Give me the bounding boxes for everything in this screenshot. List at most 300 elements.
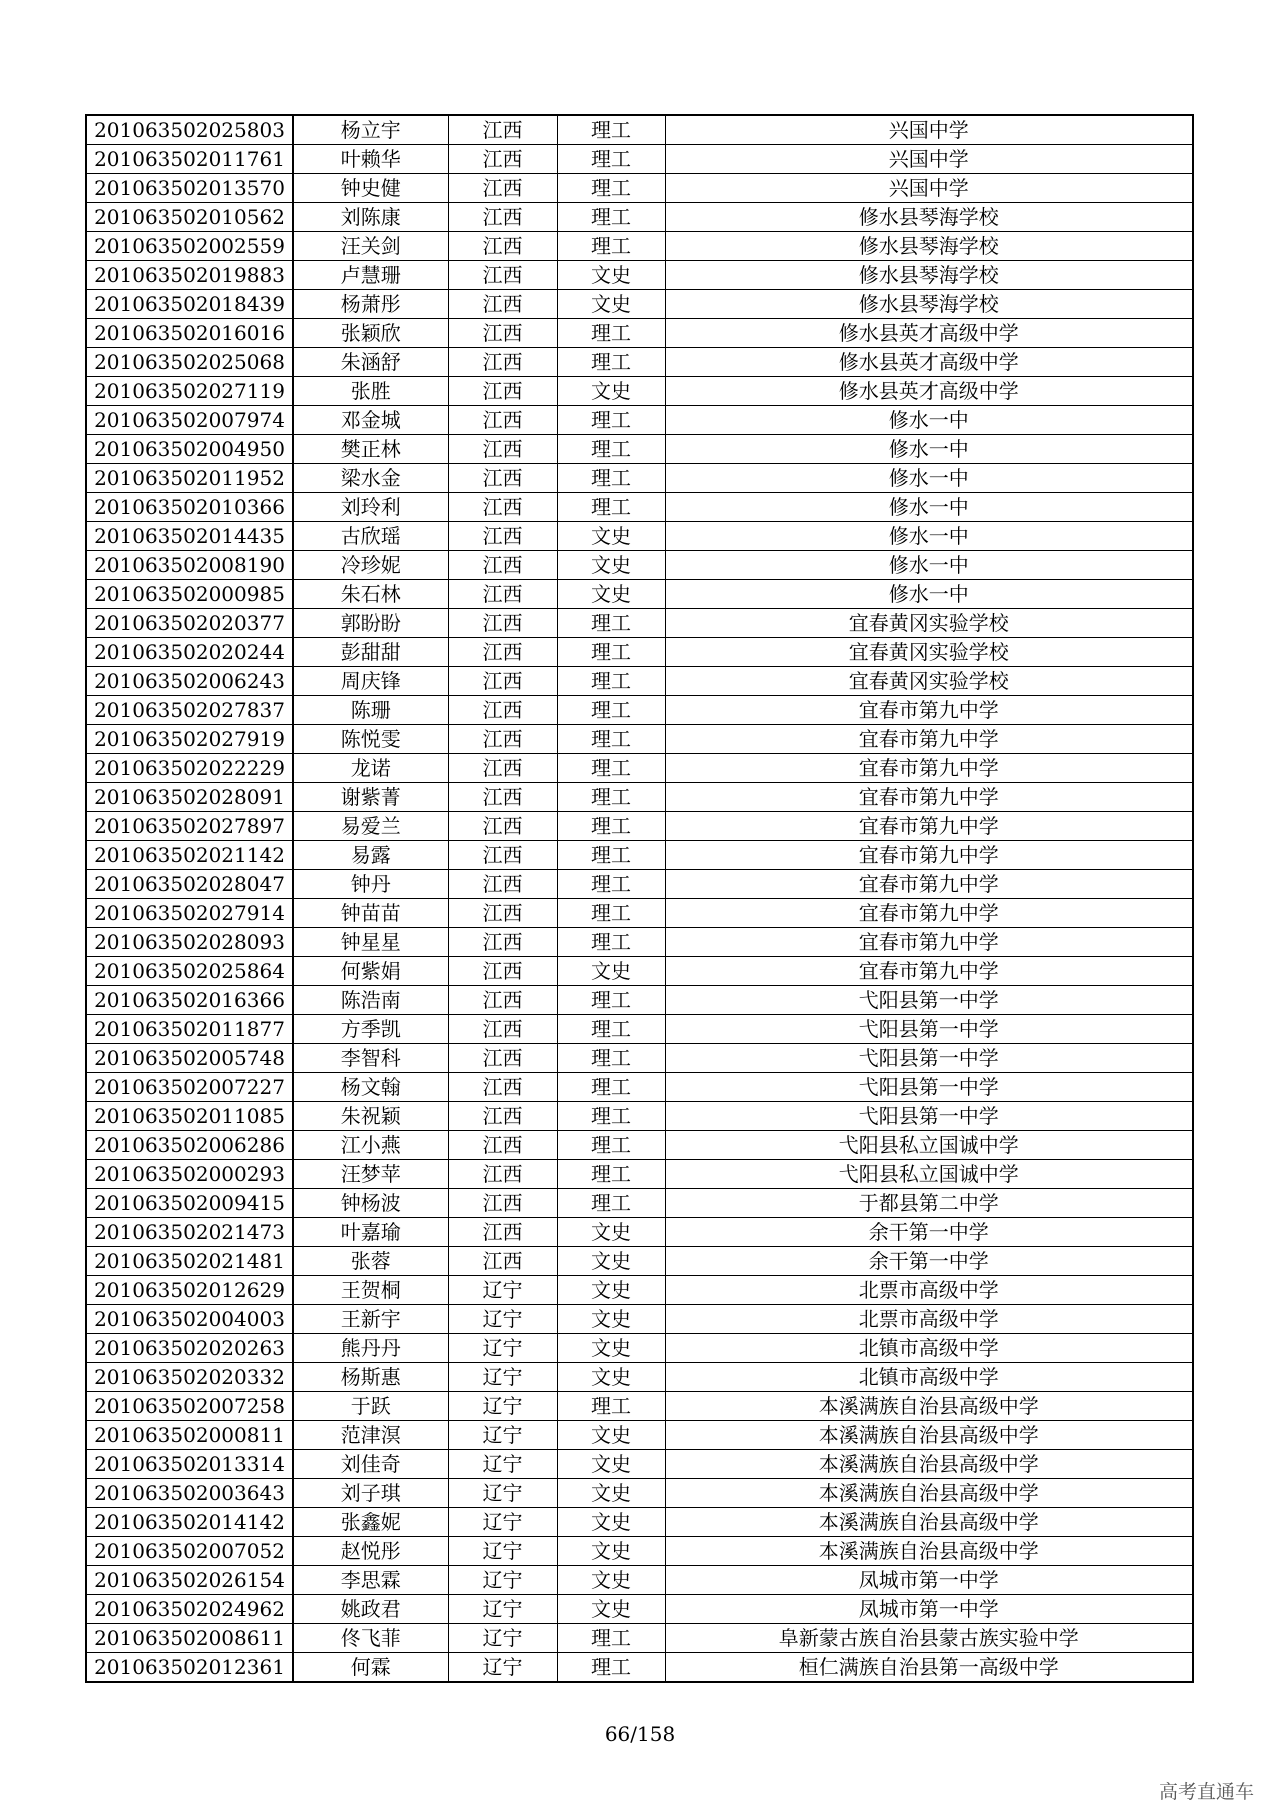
cell-category: 理工: [557, 667, 665, 696]
table-row: [86, 841, 1193, 870]
cell-school: 阜新蒙古族自治县蒙古族实验中学: [665, 1624, 1193, 1653]
table-row: [86, 115, 1193, 145]
cell-school: 宜春市第九中学: [665, 696, 1193, 725]
cell-id: 201063502011761: [86, 145, 293, 174]
cell-province: 江西: [448, 928, 557, 957]
cell-name: 刘陈康: [293, 203, 448, 232]
table-row: [86, 1653, 1193, 1683]
cell-school: 弋阳县第一中学: [665, 1102, 1193, 1131]
cell-name: 冷珍妮: [293, 551, 448, 580]
cell-id: 201063502008611: [86, 1624, 293, 1653]
cell-id: 201063502020332: [86, 1363, 293, 1392]
cell-name: 朱石林: [293, 580, 448, 609]
cell-school: 余干第一中学: [665, 1218, 1193, 1247]
cell-id: 201063502026154: [86, 1566, 293, 1595]
table-row: [86, 1421, 1193, 1450]
cell-name: 刘玲利: [293, 493, 448, 522]
cell-school: 修水一中: [665, 435, 1193, 464]
table-row: [86, 899, 1193, 928]
cell-category: 理工: [557, 493, 665, 522]
cell-name: 方季凯: [293, 1015, 448, 1044]
cell-name: 杨斯惠: [293, 1363, 448, 1392]
cell-id: 201063502010562: [86, 203, 293, 232]
cell-school: 宜春黄冈实验学校: [665, 638, 1193, 667]
cell-category: 文史: [557, 1537, 665, 1566]
cell-province: 江西: [448, 261, 557, 290]
cell-province: 江西: [448, 435, 557, 464]
cell-id: 201063502025068: [86, 348, 293, 377]
cell-name: 卢慧珊: [293, 261, 448, 290]
cell-category: 理工: [557, 319, 665, 348]
cell-school: 宜春市第九中学: [665, 841, 1193, 870]
cell-id: 201063502011952: [86, 464, 293, 493]
cell-province: 辽宁: [448, 1305, 557, 1334]
cell-province: 辽宁: [448, 1421, 557, 1450]
cell-province: 江西: [448, 841, 557, 870]
cell-province: 辽宁: [448, 1537, 557, 1566]
table-row: [86, 957, 1193, 986]
cell-school: 宜春市第九中学: [665, 812, 1193, 841]
cell-id: 201063502019883: [86, 261, 293, 290]
cell-province: 江西: [448, 493, 557, 522]
cell-category: 文史: [557, 261, 665, 290]
cell-id: 201063502013570: [86, 174, 293, 203]
cell-province: 江西: [448, 580, 557, 609]
cell-category: 文史: [557, 1276, 665, 1305]
cell-school: 宜春市第九中学: [665, 899, 1193, 928]
cell-name: 叶赖华: [293, 145, 448, 174]
cell-category: 理工: [557, 348, 665, 377]
cell-category: 文史: [557, 1421, 665, 1450]
cell-id: 201063502022229: [86, 754, 293, 783]
cell-school: 修水县琴海学校: [665, 203, 1193, 232]
cell-school: 弋阳县第一中学: [665, 1015, 1193, 1044]
cell-school: 北票市高级中学: [665, 1276, 1193, 1305]
cell-province: 辽宁: [448, 1566, 557, 1595]
cell-id: 201063502016016: [86, 319, 293, 348]
cell-school: 于都县第二中学: [665, 1189, 1193, 1218]
cell-province: 辽宁: [448, 1508, 557, 1537]
cell-province: 江西: [448, 1044, 557, 1073]
cell-school: 余干第一中学: [665, 1247, 1193, 1276]
cell-id: 201063502018439: [86, 290, 293, 319]
cell-name: 汪关剑: [293, 232, 448, 261]
cell-category: 理工: [557, 696, 665, 725]
table-row: [86, 1508, 1193, 1537]
cell-category: 文史: [557, 580, 665, 609]
cell-category: 理工: [557, 1653, 665, 1683]
table-row: [86, 986, 1193, 1015]
table-row: [86, 290, 1193, 319]
cell-province: 江西: [448, 812, 557, 841]
table-row: [86, 812, 1193, 841]
cell-province: 江西: [448, 1102, 557, 1131]
table-row: [86, 1624, 1193, 1653]
cell-category: 理工: [557, 1160, 665, 1189]
cell-id: 201063502025803: [86, 115, 293, 145]
cell-school: 修水一中: [665, 493, 1193, 522]
cell-id: 201063502027914: [86, 899, 293, 928]
cell-category: 理工: [557, 1015, 665, 1044]
cell-school: 修水一中: [665, 580, 1193, 609]
cell-name: 陈珊: [293, 696, 448, 725]
cell-school: 修水县琴海学校: [665, 261, 1193, 290]
cell-province: 江西: [448, 696, 557, 725]
cell-province: 江西: [448, 522, 557, 551]
cell-id: 201063502021142: [86, 841, 293, 870]
cell-id: 201063502007258: [86, 1392, 293, 1421]
cell-category: 理工: [557, 1131, 665, 1160]
table-row: [86, 1566, 1193, 1595]
cell-category: 文史: [557, 1479, 665, 1508]
cell-category: 文史: [557, 522, 665, 551]
cell-name: 易爱兰: [293, 812, 448, 841]
cell-name: 于跃: [293, 1392, 448, 1421]
cell-id: 201063502007227: [86, 1073, 293, 1102]
cell-name: 郭盼盼: [293, 609, 448, 638]
cell-category: 文史: [557, 377, 665, 406]
cell-name: 朱涵舒: [293, 348, 448, 377]
table-row: [86, 754, 1193, 783]
table-body: [86, 115, 1193, 1682]
table-row: [86, 580, 1193, 609]
table-row: [86, 145, 1193, 174]
cell-school: 本溪满族自治县高级中学: [665, 1479, 1193, 1508]
table-row: [86, 551, 1193, 580]
cell-province: 江西: [448, 115, 557, 145]
cell-province: 辽宁: [448, 1363, 557, 1392]
cell-category: 理工: [557, 928, 665, 957]
cell-category: 理工: [557, 203, 665, 232]
cell-category: 理工: [557, 1073, 665, 1102]
cell-school: 北镇市高级中学: [665, 1363, 1193, 1392]
cell-id: 201063502025864: [86, 957, 293, 986]
table-row: [86, 783, 1193, 812]
cell-name: 李思霖: [293, 1566, 448, 1595]
cell-province: 江西: [448, 145, 557, 174]
cell-school: 弋阳县私立国诚中学: [665, 1160, 1193, 1189]
cell-name: 刘佳奇: [293, 1450, 448, 1479]
table-row: [86, 638, 1193, 667]
cell-id: 201063502011877: [86, 1015, 293, 1044]
cell-name: 陈浩南: [293, 986, 448, 1015]
cell-category: 理工: [557, 638, 665, 667]
table-row: [86, 1305, 1193, 1334]
cell-category: 理工: [557, 406, 665, 435]
cell-province: 江西: [448, 754, 557, 783]
table-row: [86, 377, 1193, 406]
cell-province: 江西: [448, 203, 557, 232]
cell-name: 王新宇: [293, 1305, 448, 1334]
cell-id: 201063502007974: [86, 406, 293, 435]
cell-school: 兴国中学: [665, 145, 1193, 174]
cell-id: 201063502006286: [86, 1131, 293, 1160]
cell-name: 李智科: [293, 1044, 448, 1073]
table-row: [86, 1450, 1193, 1479]
cell-name: 刘子琪: [293, 1479, 448, 1508]
cell-school: 宜春市第九中学: [665, 783, 1193, 812]
cell-category: 理工: [557, 812, 665, 841]
cell-name: 梁水金: [293, 464, 448, 493]
cell-name: 张颖欣: [293, 319, 448, 348]
cell-category: 文史: [557, 1305, 665, 1334]
cell-name: 彭甜甜: [293, 638, 448, 667]
cell-id: 201063502000985: [86, 580, 293, 609]
cell-province: 江西: [448, 957, 557, 986]
table-row: [86, 319, 1193, 348]
cell-name: 熊丹丹: [293, 1334, 448, 1363]
cell-id: 201063502002559: [86, 232, 293, 261]
cell-school: 宜春黄冈实验学校: [665, 667, 1193, 696]
cell-id: 201063502011085: [86, 1102, 293, 1131]
cell-name: 何霖: [293, 1653, 448, 1683]
table-row: [86, 609, 1193, 638]
cell-id: 201063502024962: [86, 1595, 293, 1624]
cell-name: 易露: [293, 841, 448, 870]
cell-name: 钟星星: [293, 928, 448, 957]
cell-school: 本溪满族自治县高级中学: [665, 1392, 1193, 1421]
cell-category: 文史: [557, 957, 665, 986]
table-row: [86, 203, 1193, 232]
cell-id: 201063502021473: [86, 1218, 293, 1247]
cell-id: 201063502027897: [86, 812, 293, 841]
cell-name: 朱祝颖: [293, 1102, 448, 1131]
cell-category: 文史: [557, 1595, 665, 1624]
cell-name: 江小燕: [293, 1131, 448, 1160]
cell-school: 本溪满族自治县高级中学: [665, 1508, 1193, 1537]
table-row: [86, 1073, 1193, 1102]
cell-province: 辽宁: [448, 1392, 557, 1421]
cell-category: 理工: [557, 174, 665, 203]
cell-province: 江西: [448, 406, 557, 435]
cell-category: 理工: [557, 1392, 665, 1421]
cell-id: 201063502027919: [86, 725, 293, 754]
cell-province: 江西: [448, 638, 557, 667]
cell-school: 修水县英才高级中学: [665, 377, 1193, 406]
table-row: [86, 1102, 1193, 1131]
cell-school: 本溪满族自治县高级中学: [665, 1421, 1193, 1450]
cell-name: 佟飞菲: [293, 1624, 448, 1653]
cell-id: 201063502020244: [86, 638, 293, 667]
cell-category: 理工: [557, 435, 665, 464]
cell-province: 江西: [448, 1189, 557, 1218]
cell-name: 汪梦苹: [293, 1160, 448, 1189]
cell-name: 周庆锋: [293, 667, 448, 696]
cell-province: 江西: [448, 1160, 557, 1189]
cell-id: 201063502028047: [86, 870, 293, 899]
cell-category: 文史: [557, 1508, 665, 1537]
table-row: [86, 928, 1193, 957]
table-row: [86, 1131, 1193, 1160]
page-number: 66/158: [604, 1722, 676, 1746]
cell-category: 文史: [557, 1450, 665, 1479]
cell-id: 201063502000293: [86, 1160, 293, 1189]
cell-province: 江西: [448, 290, 557, 319]
cell-province: 江西: [448, 377, 557, 406]
cell-province: 辽宁: [448, 1595, 557, 1624]
table-row: [86, 1044, 1193, 1073]
cell-category: 文史: [557, 1334, 665, 1363]
table-row: [86, 696, 1193, 725]
cell-id: 201063502005748: [86, 1044, 293, 1073]
cell-id: 201063502012361: [86, 1653, 293, 1683]
cell-province: 江西: [448, 609, 557, 638]
cell-category: 理工: [557, 145, 665, 174]
student-table: [85, 114, 1194, 1683]
cell-school: 兴国中学: [665, 174, 1193, 203]
cell-school: 修水县琴海学校: [665, 290, 1193, 319]
table-row: [86, 522, 1193, 551]
cell-id: 201063502020263: [86, 1334, 293, 1363]
cell-province: 辽宁: [448, 1624, 557, 1653]
cell-id: 201063502027119: [86, 377, 293, 406]
table-row: [86, 1479, 1193, 1508]
table-row: [86, 1537, 1193, 1566]
cell-school: 宜春市第九中学: [665, 754, 1193, 783]
cell-category: 文史: [557, 1218, 665, 1247]
cell-school: 弋阳县第一中学: [665, 1044, 1193, 1073]
cell-school: 宜春市第九中学: [665, 928, 1193, 957]
cell-province: 江西: [448, 667, 557, 696]
cell-school: 桓仁满族自治县第一高级中学: [665, 1653, 1193, 1683]
cell-school: 修水一中: [665, 464, 1193, 493]
cell-school: 北镇市高级中学: [665, 1334, 1193, 1363]
cell-category: 理工: [557, 115, 665, 145]
table-row: [86, 1247, 1193, 1276]
cell-category: 理工: [557, 783, 665, 812]
cell-id: 201063502028093: [86, 928, 293, 957]
table-row: [86, 435, 1193, 464]
cell-province: 江西: [448, 725, 557, 754]
cell-name: 邓金城: [293, 406, 448, 435]
cell-name: 杨立宇: [293, 115, 448, 145]
table-row: [86, 725, 1193, 754]
cell-school: 兴国中学: [665, 115, 1193, 145]
table-row: [86, 1392, 1193, 1421]
cell-province: 辽宁: [448, 1479, 557, 1508]
cell-province: 辽宁: [448, 1276, 557, 1305]
watermark-logo: 高考直通车: [1158, 1781, 1254, 1803]
cell-category: 文史: [557, 1363, 665, 1392]
cell-name: 赵悦彤: [293, 1537, 448, 1566]
cell-category: 理工: [557, 609, 665, 638]
cell-school: 宜春市第九中学: [665, 870, 1193, 899]
cell-category: 文史: [557, 290, 665, 319]
cell-school: 修水县琴海学校: [665, 232, 1193, 261]
cell-id: 201063502021481: [86, 1247, 293, 1276]
cell-school: 修水一中: [665, 522, 1193, 551]
cell-province: 江西: [448, 1131, 557, 1160]
cell-name: 叶嘉瑜: [293, 1218, 448, 1247]
cell-province: 江西: [448, 348, 557, 377]
table-row: [86, 1189, 1193, 1218]
table-row: [86, 667, 1193, 696]
cell-category: 理工: [557, 841, 665, 870]
cell-province: 江西: [448, 232, 557, 261]
cell-category: 理工: [557, 986, 665, 1015]
cell-province: 辽宁: [448, 1450, 557, 1479]
cell-category: 理工: [557, 232, 665, 261]
cell-category: 理工: [557, 1189, 665, 1218]
cell-name: 张胜: [293, 377, 448, 406]
cell-name: 张鑫妮: [293, 1508, 448, 1537]
cell-province: 江西: [448, 319, 557, 348]
table-row: [86, 348, 1193, 377]
cell-name: 龙诺: [293, 754, 448, 783]
cell-province: 江西: [448, 899, 557, 928]
cell-name: 姚政君: [293, 1595, 448, 1624]
cell-name: 杨文翰: [293, 1073, 448, 1102]
cell-name: 王贺桐: [293, 1276, 448, 1305]
cell-category: 理工: [557, 725, 665, 754]
cell-name: 樊正林: [293, 435, 448, 464]
cell-name: 杨萧彤: [293, 290, 448, 319]
cell-school: 宜春市第九中学: [665, 725, 1193, 754]
cell-school: 修水一中: [665, 406, 1193, 435]
cell-province: 江西: [448, 783, 557, 812]
table-row: [86, 174, 1193, 203]
cell-id: 201063502009415: [86, 1189, 293, 1218]
table-row: [86, 464, 1193, 493]
cell-id: 201063502000811: [86, 1421, 293, 1450]
table-row: [86, 493, 1193, 522]
table-row: [86, 1363, 1193, 1392]
cell-school: 宜春黄冈实验学校: [665, 609, 1193, 638]
cell-name: 钟史健: [293, 174, 448, 203]
cell-id: 201063502013314: [86, 1450, 293, 1479]
cell-id: 201063502027837: [86, 696, 293, 725]
table-row: [86, 1334, 1193, 1363]
table-row: [86, 1015, 1193, 1044]
cell-province: 江西: [448, 1073, 557, 1102]
cell-province: 江西: [448, 870, 557, 899]
cell-id: 201063502006243: [86, 667, 293, 696]
table-row: [86, 1218, 1193, 1247]
cell-province: 辽宁: [448, 1334, 557, 1363]
table-row: [86, 1276, 1193, 1305]
cell-category: 理工: [557, 870, 665, 899]
cell-category: 理工: [557, 899, 665, 928]
cell-province: 辽宁: [448, 1653, 557, 1683]
cell-province: 江西: [448, 464, 557, 493]
cell-school: 弋阳县第一中学: [665, 1073, 1193, 1102]
cell-id: 201063502004950: [86, 435, 293, 464]
cell-school: 弋阳县私立国诚中学: [665, 1131, 1193, 1160]
cell-province: 江西: [448, 1218, 557, 1247]
cell-id: 201063502016366: [86, 986, 293, 1015]
cell-province: 江西: [448, 1015, 557, 1044]
cell-name: 钟杨波: [293, 1189, 448, 1218]
cell-id: 201063502028091: [86, 783, 293, 812]
cell-name: 钟丹: [293, 870, 448, 899]
cell-name: 范津溟: [293, 1421, 448, 1450]
cell-category: 文史: [557, 551, 665, 580]
cell-school: 弋阳县第一中学: [665, 986, 1193, 1015]
cell-id: 201063502003643: [86, 1479, 293, 1508]
cell-category: 理工: [557, 1102, 665, 1131]
cell-province: 江西: [448, 986, 557, 1015]
table-row: [86, 261, 1193, 290]
cell-name: 张蓉: [293, 1247, 448, 1276]
cell-category: 理工: [557, 1624, 665, 1653]
cell-school: 修水县英才高级中学: [665, 348, 1193, 377]
cell-category: 文史: [557, 1247, 665, 1276]
cell-province: 江西: [448, 1247, 557, 1276]
table-row: [86, 1595, 1193, 1624]
cell-category: 理工: [557, 464, 665, 493]
cell-school: 修水县英才高级中学: [665, 319, 1193, 348]
cell-category: 文史: [557, 1566, 665, 1595]
